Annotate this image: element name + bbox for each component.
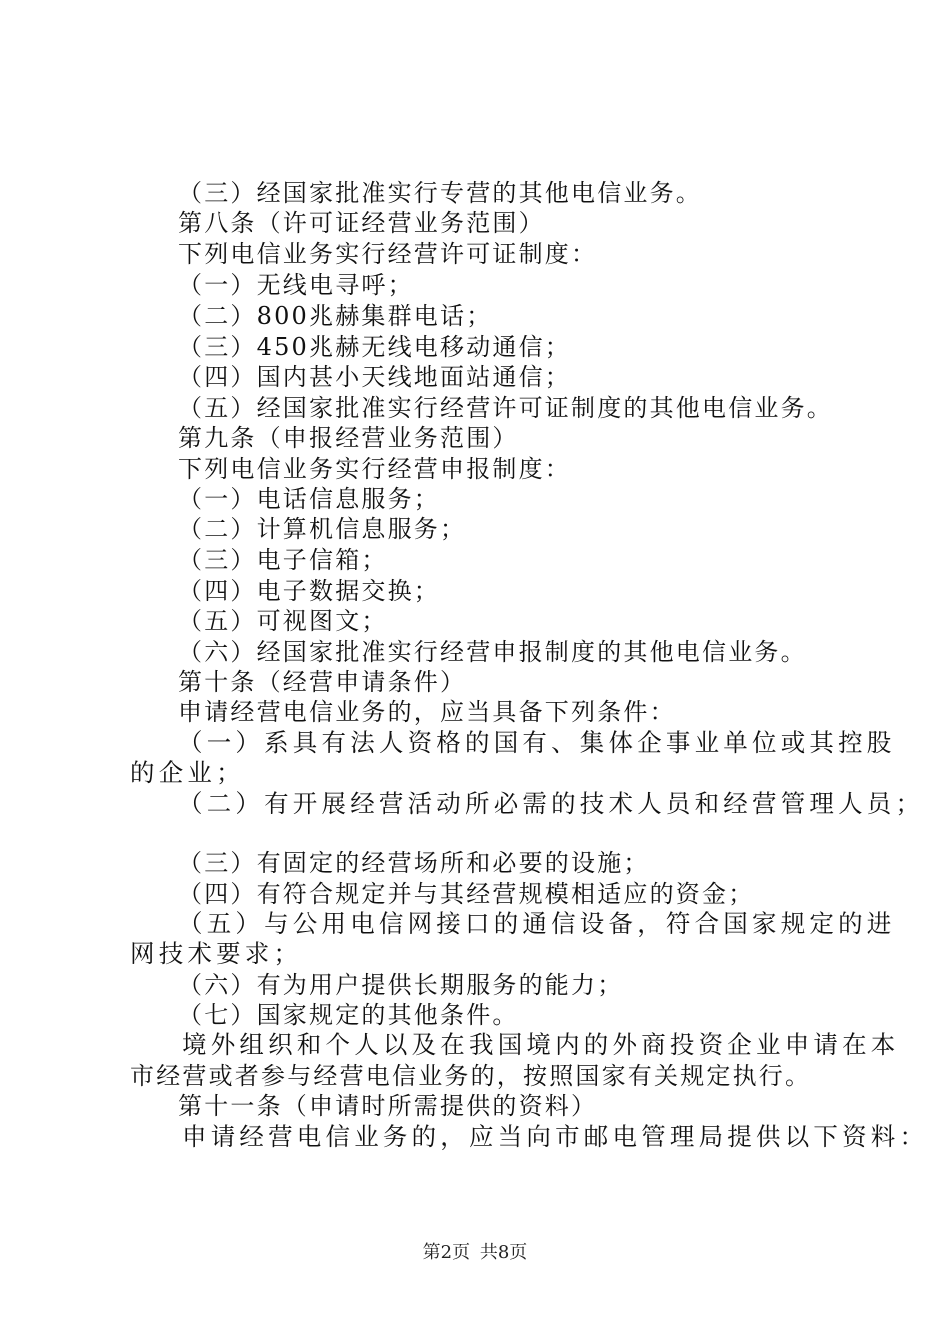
article-heading: 第八条（许可证经营业务范围） — [178, 209, 545, 237]
list-item-continuation: 的企业； — [130, 758, 245, 787]
list-item: （二）有开展经营活动所必需的技术人员和经营管理人员； — [178, 789, 925, 818]
paragraph-line: 境外组织和个人以及在我国境内的外商投资企业申请在本 — [182, 1030, 900, 1059]
list-item: （四）国内甚小天线地面站通信； — [178, 363, 571, 391]
text-line: （三）经国家批准实行专营的其他电信业务。 — [178, 179, 702, 207]
list-item: （一）电话信息服务； — [178, 485, 440, 513]
paragraph-line: 市经营或者参与经营电信业务的，按照国家有关规定执行。 — [130, 1062, 812, 1090]
article-heading: 第十一条（申请时所需提供的资料） — [178, 1092, 598, 1120]
list-item: （三）电子信箱； — [178, 546, 388, 574]
list-item: （五）经国家批准实行经营许可证制度的其他电信业务。 — [178, 394, 833, 422]
list-item: （一）系具有法人资格的国有、集体企事业单位或其控股 — [178, 728, 896, 757]
list-item-continuation: 网技术要求； — [130, 939, 303, 968]
list-item: （六）有为用户提供长期服务的能力； — [178, 971, 624, 999]
article-heading: 第九条（申报经营业务范围） — [178, 424, 519, 452]
paragraph-line: 申请经营电信业务的，应当向市邮电管理局提供以下资料： — [182, 1122, 929, 1151]
list-item: （三）450兆赫无线电移动通信； — [178, 333, 572, 361]
text-line: 下列电信业务实行经营许可证制度： — [178, 240, 598, 268]
list-item: （四）电子数据交换； — [178, 577, 440, 605]
list-item: （五）可视图文； — [178, 607, 388, 635]
list-item: （二）800兆赫集群电话； — [178, 302, 493, 330]
text-line: 申请经营电信业务的，应当具备下列条件： — [178, 698, 676, 726]
list-item: （五）与公用电信网接口的通信设备，符合国家规定的进 — [178, 909, 896, 938]
text-line: 下列电信业务实行经营申报制度： — [178, 455, 571, 483]
list-item: （一）无线电寻呼； — [178, 271, 414, 299]
list-item: （七）国家规定的其他条件。 — [178, 1001, 519, 1029]
list-item: （二）计算机信息服务； — [178, 515, 467, 543]
article-heading: 第十条（经营申请条件） — [178, 668, 467, 696]
list-item: （四）有符合规定并与其经营规模相适应的资金； — [178, 880, 755, 908]
page-footer — [0, 1238, 950, 1264]
list-item: （三）有固定的经营场所和必要的设施； — [178, 849, 650, 877]
list-item: （六）经国家批准实行经营申报制度的其他电信业务。 — [178, 638, 807, 666]
page-number: 第2页 — [422, 1242, 471, 1263]
page-total: 共8页 — [479, 1242, 528, 1263]
